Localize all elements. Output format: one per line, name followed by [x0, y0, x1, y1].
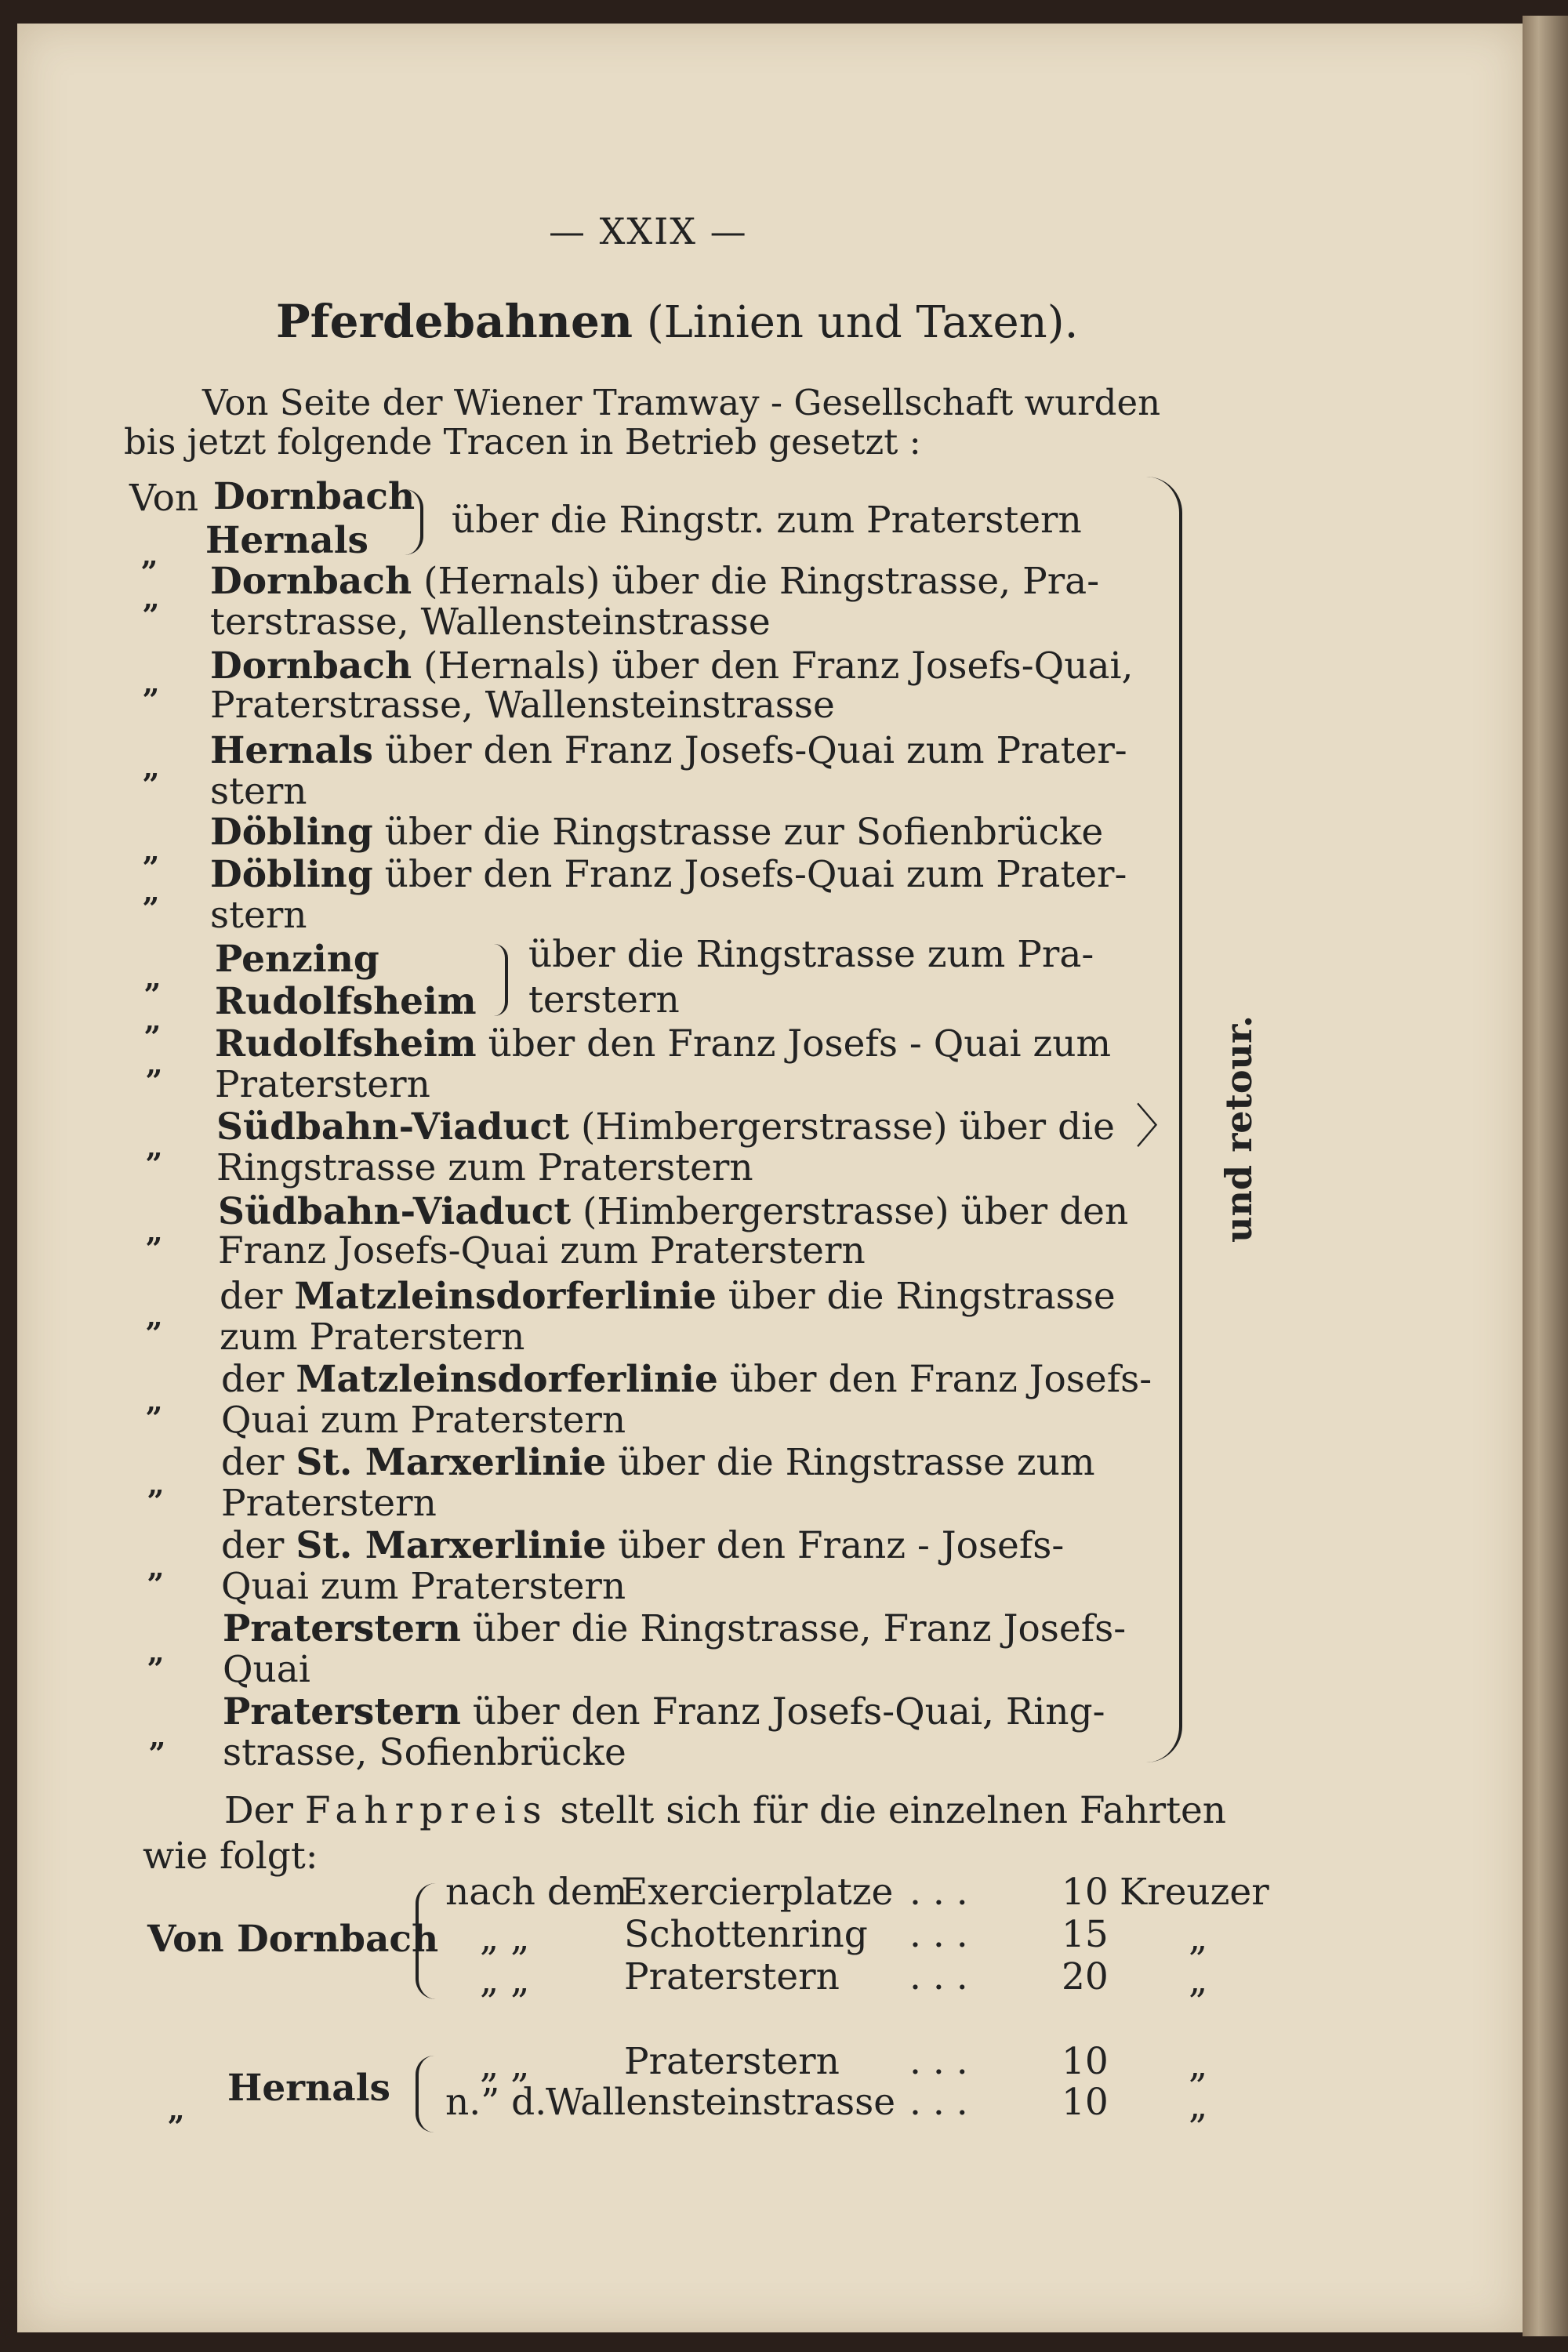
- ditto-mark: „: [147, 1549, 165, 1584]
- fare-leader: . . .: [909, 1955, 968, 1998]
- route-text: Quai: [223, 1648, 310, 1691]
- route-text: über den Franz Josefs-Quai, Ring-: [472, 1690, 1105, 1733]
- fare-intro-pre: Der: [224, 1789, 305, 1832]
- ditto-mark: „: [143, 833, 160, 868]
- route-prefix: der: [221, 1524, 296, 1567]
- page-title: [276, 295, 1078, 348]
- fare-price: 10: [1062, 1871, 1109, 1914]
- fare-unit: Kreuzer: [1120, 1871, 1269, 1914]
- fare-leader: . . .: [909, 1913, 968, 1956]
- fare-leader: . . .: [909, 2081, 968, 2124]
- route-line: [223, 1607, 1126, 1650]
- fare-price: 10: [1062, 2081, 1109, 2124]
- intro-line-1: Von Seite der Wiener Tramway - Gesellschaft wurden: [202, 382, 1161, 423]
- ditto-mark: „: [146, 1298, 163, 1334]
- route-text: Praterstern: [221, 1482, 437, 1525]
- route-prefix: der: [220, 1275, 295, 1318]
- route-text: strasse, Sofienbrücke: [223, 1731, 626, 1774]
- fare-col1: n.” d.: [445, 2081, 547, 2124]
- route-text: terstrasse, Wallensteinstrasse: [210, 601, 771, 644]
- ditto-mark: „: [146, 1383, 163, 1418]
- route-line: [215, 1022, 1111, 1065]
- ditto-mark: „: [168, 2092, 185, 2127]
- route-prefix: der: [221, 1441, 296, 1484]
- ditto-mark: „: [147, 1466, 165, 1501]
- route-text: stern: [210, 894, 307, 937]
- fare-dest: Schottenring: [624, 1913, 868, 1956]
- route-text: Praterstern: [215, 1063, 430, 1106]
- route-origin: Südbahn-Viaduct: [218, 1190, 572, 1233]
- intro-line-2: bis jetzt folgende Tracen in Betrieb gesetzt :: [124, 421, 921, 463]
- route-origin: Matzleinsdorferlinie: [294, 1275, 717, 1318]
- route-text: über den Franz Josefs - Quai zum: [488, 1022, 1112, 1065]
- route-text: über die Ringstrasse: [728, 1275, 1116, 1318]
- fare-intro-spaced: Fahrpreis: [304, 1789, 549, 1832]
- route-text: terstern: [528, 978, 680, 1022]
- route-origin: Rudolfsheim: [215, 1022, 477, 1065]
- route-text: über den Franz - Josefs-: [618, 1524, 1065, 1567]
- route-line: [210, 853, 1127, 896]
- fare-dest: Exercierplatze: [621, 1871, 894, 1914]
- fare-origin-dornbach: Von Dornbach: [147, 1918, 439, 1961]
- brace-right: [494, 944, 508, 1016]
- retour-label: und retour.: [1218, 1015, 1260, 1243]
- route-text: Quai zum Praterstern: [221, 1399, 626, 1442]
- route-text: über die Ringstrasse zum: [618, 1441, 1095, 1484]
- route-text: (Hernals) über die Ringstrasse, Pra-: [423, 560, 1100, 603]
- fare-dest: Wallensteinstrasse: [546, 2081, 896, 2124]
- route-line: [221, 1358, 1152, 1401]
- fare-price: 20: [1062, 1955, 1109, 1998]
- route-prefix: der: [221, 1358, 296, 1401]
- ditto-mark: „: [146, 1214, 163, 1249]
- route-text: (Himbergerstrasse) über den: [583, 1190, 1129, 1233]
- ditto-mark: „: [143, 665, 160, 700]
- fare-intro-post: stellt sich für die einzelnen Fahrten: [548, 1789, 1227, 1832]
- route-text: Franz Josefs-Quai zum Praterstern: [218, 1229, 866, 1272]
- route-text: Praterstrasse, Wallensteinstrasse: [210, 684, 835, 727]
- fare-leader: . . .: [909, 2040, 968, 2083]
- route-origin-hernals: Hernals: [205, 519, 369, 562]
- fare-origin-hernals: Hernals: [227, 2067, 391, 2110]
- route-text: (Himbergerstrasse) über die: [581, 1105, 1115, 1149]
- fare-price: 15: [1062, 1913, 1109, 1956]
- route-origin-rudolfsheim: Rudolfsheim: [215, 980, 477, 1023]
- route-text: über die Ringstrasse, Franz Josefs-: [472, 1607, 1127, 1650]
- fare-unit: „: [1189, 1916, 1208, 1959]
- ditto-mark: „: [144, 960, 162, 995]
- route-line: [223, 1690, 1105, 1733]
- fare-col1: „ „: [480, 1916, 530, 1959]
- route-origin: Dornbach: [210, 644, 412, 688]
- ditto-mark: „: [149, 1719, 166, 1754]
- fare-price: 10: [1062, 2040, 1109, 2083]
- ditto-mark: „: [144, 1002, 162, 1037]
- ditto-mark: „: [146, 1046, 163, 1081]
- ditto-mark: „: [143, 873, 160, 909]
- fare-unit: „: [1189, 2084, 1208, 2127]
- route-line: [220, 1275, 1116, 1318]
- fare-intro-line-2: wie folgt:: [143, 1835, 318, 1878]
- route-text: Ringstrasse zum Praterstern: [216, 1146, 753, 1189]
- fare-intro-line-1: [224, 1789, 1226, 1832]
- route-origin: St. Marxerlinie: [296, 1441, 607, 1484]
- route-origin: Matzleinsdorferlinie: [296, 1358, 718, 1401]
- ditto-mark: „: [146, 1129, 163, 1164]
- fare-col1: „ „: [480, 1958, 530, 2002]
- route-text: über den Franz Josefs-Quai zum Prater-: [384, 729, 1127, 772]
- route-origin-dornbach: Dornbach: [213, 475, 416, 518]
- route-line: [221, 1524, 1064, 1567]
- book-edge: [1523, 16, 1568, 2336]
- route-text: über den Franz Josefs-: [729, 1358, 1152, 1401]
- route-origin: Praterstern: [223, 1690, 461, 1733]
- route-origin: Hernals: [210, 729, 374, 772]
- route-line: [210, 560, 1099, 603]
- title-bold: Pferdebahnen: [276, 295, 633, 348]
- fare-unit: „: [1189, 2043, 1208, 2086]
- route-origin: Praterstern: [223, 1607, 461, 1650]
- route-text: zum Praterstern: [220, 1316, 525, 1359]
- route-origin: Döbling: [210, 811, 373, 854]
- brace-right: [405, 489, 423, 555]
- fare-leader: . . .: [909, 1871, 968, 1914]
- route-line: [210, 729, 1127, 772]
- route-origin: Döbling: [210, 853, 373, 896]
- route-line: [218, 1190, 1128, 1233]
- route-von-label: Von: [129, 477, 199, 520]
- fare-col1: „ „: [480, 2043, 530, 2086]
- route-line: [216, 1105, 1115, 1149]
- route-text: über den Franz Josefs-Quai zum Prater-: [384, 853, 1127, 896]
- route-line: [221, 1441, 1095, 1484]
- route-line: [210, 644, 1133, 688]
- route-origin: Dornbach: [210, 560, 412, 603]
- route-origin-penzing: Penzing: [215, 938, 379, 981]
- route-origin: St. Marxerlinie: [296, 1524, 607, 1567]
- route-text: (Hernals) über den Franz Josefs-Quai,: [423, 644, 1134, 688]
- ditto-mark: „: [143, 580, 160, 615]
- ditto-mark: „: [147, 1634, 165, 1669]
- brace-left: [416, 1883, 436, 1999]
- route-origin: Südbahn-Viaduct: [216, 1105, 570, 1149]
- fare-dest: Praterstern: [624, 1955, 840, 1998]
- title-rest: (Linien und Taxen).: [633, 297, 1079, 348]
- brace-left: [416, 2056, 434, 2132]
- route-text: über die Ringstrasse zum Pra-: [528, 933, 1094, 976]
- brace-point: 〉: [1135, 1100, 1182, 1155]
- ditto-mark: „: [141, 537, 158, 572]
- route-via: über die Ringstr. zum Praterstern: [452, 499, 1082, 542]
- fare-dest: Praterstern: [624, 2040, 840, 2083]
- fare-unit: „: [1189, 1958, 1208, 2002]
- route-text: stern: [210, 770, 307, 813]
- route-text: über die Ringstrasse zur Sofienbrücke: [384, 811, 1104, 854]
- route-text: Quai zum Praterstern: [221, 1565, 626, 1608]
- ditto-mark: „: [143, 750, 160, 785]
- route-line: [210, 811, 1103, 854]
- fare-col1: nach dem: [445, 1871, 628, 1914]
- page-number: — XXIX —: [549, 210, 748, 252]
